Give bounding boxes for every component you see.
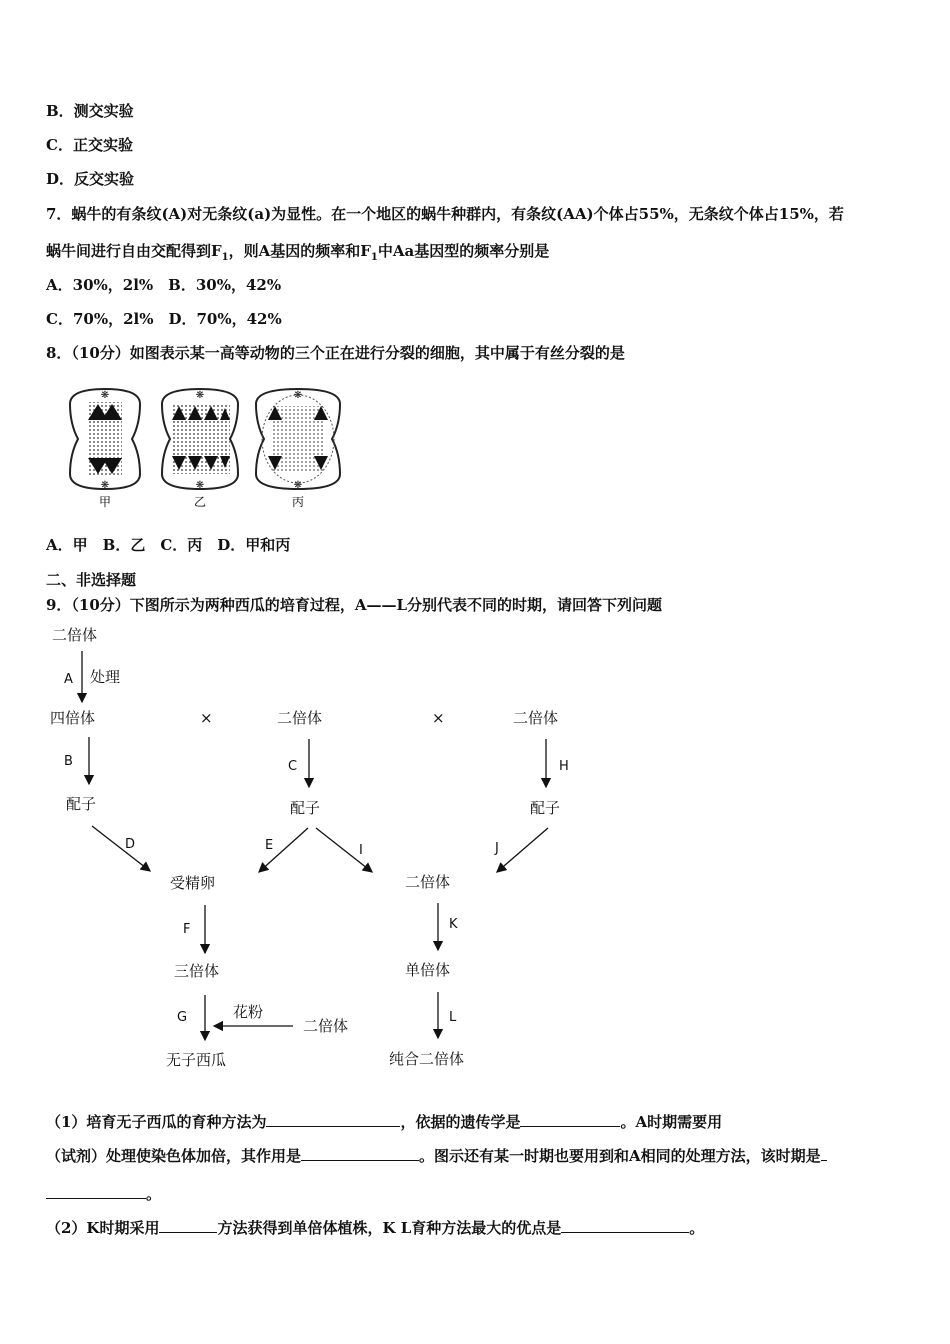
node-diploid-pollen: 二倍体 — [303, 1017, 349, 1035]
label-j: J — [495, 841, 499, 856]
q8-options: A．甲 B．乙 C．丙 D．甲和丙 — [46, 536, 291, 554]
section-title: 二、非选择题 — [46, 571, 137, 589]
label-d: D — [125, 837, 136, 852]
option-c: C．正交实验 — [46, 136, 133, 154]
cell-bing — [256, 389, 340, 509]
q9-part1-line1: （1）培育无子西瓜的育种方法为 ，依据的遗传学是 。A时期需要用 — [46, 1113, 723, 1131]
q7-options-ab: A．30%，2l% B．30%，42% — [46, 276, 282, 294]
label-l: L — [449, 1010, 457, 1025]
node-diploid-low: 二倍体 — [405, 873, 451, 891]
svg-text:❋: ❋ — [100, 390, 110, 401]
label-h: H — [559, 759, 569, 774]
q9-stem: 9．（10分）下图所示为两种西瓜的培育过程，A——L分别代表不同的时期，请回答下列问题 — [46, 596, 662, 614]
node-diploid-top: 二倍体 — [52, 626, 98, 644]
node-gamete-1: 配子 — [66, 795, 97, 813]
node-triploid: 三倍体 — [174, 962, 220, 980]
q9-part1-line2: （试剂）处理使染色体加倍，其作用是 。图示还有某一时期也要用到和A相同的处理方法，该时期是 — [46, 1145, 827, 1166]
arrow-j — [497, 828, 548, 872]
node-seedless-watermelon: 无子西瓜 — [166, 1051, 227, 1069]
answer-blank[interactable] — [46, 1183, 146, 1199]
svg-text:❋: ❋ — [100, 480, 110, 491]
answer-blank[interactable] — [520, 1111, 620, 1127]
node-tetraploid: 四倍体 — [50, 709, 96, 727]
watermelon-breeding-diagram — [0, 615, 620, 1085]
q9-part2: （2）K时期采用 方法获得到单倍体植株，K L育种方法最大的优点是 。 — [46, 1219, 705, 1237]
answer-blank[interactable] — [821, 1145, 827, 1161]
cross-symbol-2: × — [432, 709, 445, 727]
answer-blank[interactable] — [301, 1145, 419, 1161]
label-k: K — [449, 917, 458, 932]
q8-stem: 8．（10分）如图表示某一高等动物的三个正在进行分裂的细胞，其中属于有丝分裂的是 — [46, 344, 625, 362]
node-diploid-mid: 二倍体 — [277, 709, 323, 727]
cell-label-jia: 甲 — [98, 495, 112, 509]
arrow-d — [92, 826, 150, 871]
answer-blank[interactable] — [159, 1217, 217, 1233]
svg-text:❋: ❋ — [195, 390, 205, 401]
q9-part1-line3: 。 — [46, 1183, 161, 1204]
answer-blank[interactable] — [266, 1111, 400, 1127]
node-gamete-2: 配子 — [290, 799, 321, 817]
svg-text:❋: ❋ — [195, 480, 205, 491]
svg-text:❋: ❋ — [293, 390, 303, 401]
label-e: E — [265, 838, 274, 853]
node-gamete-3: 配子 — [530, 799, 561, 817]
answer-blank[interactable] — [561, 1217, 689, 1233]
label-i: I — [359, 843, 363, 858]
cell-label-yi: 乙 — [193, 495, 207, 509]
label-a: A — [64, 672, 73, 687]
q7-options-cd: C．70%，2l% D．70%，42% — [46, 310, 282, 328]
label-b: B — [64, 754, 73, 769]
cell-label-bing: 丙 — [291, 495, 305, 509]
node-pure-diploid: 纯合二倍体 — [389, 1050, 465, 1068]
q7-stem-line2: 蜗牛间进行自由交配得到$F_1$，则A基因的频率和$F_1$中Aa基因型的频率分别是 — [46, 242, 550, 263]
option-d: D．反交实验 — [46, 170, 135, 188]
cell-division-figure — [60, 384, 360, 514]
cross-symbol-1: × — [200, 709, 213, 727]
label-pollen: 花粉 — [233, 1003, 264, 1021]
label-g: G — [177, 1010, 188, 1025]
q7-stem-line1: 7．蜗牛的有条纹(A)对无条纹(a)为显性。在一个地区的蜗牛种群内，有条纹(AA)个体占55%，无条纹个体占15%，若 — [46, 205, 844, 223]
option-b: B．测交实验 — [46, 102, 134, 120]
node-haploid: 单倍体 — [405, 961, 451, 979]
label-treat: 处理 — [90, 668, 121, 686]
arrow-i — [316, 828, 372, 872]
cell-jia — [70, 389, 140, 509]
node-zygote: 受精卵 — [170, 874, 216, 892]
cell-yi — [162, 389, 238, 509]
node-diploid-right: 二倍体 — [513, 709, 559, 727]
label-f: F — [183, 922, 191, 937]
svg-text:❋: ❋ — [293, 480, 303, 491]
label-c: C — [288, 759, 298, 774]
